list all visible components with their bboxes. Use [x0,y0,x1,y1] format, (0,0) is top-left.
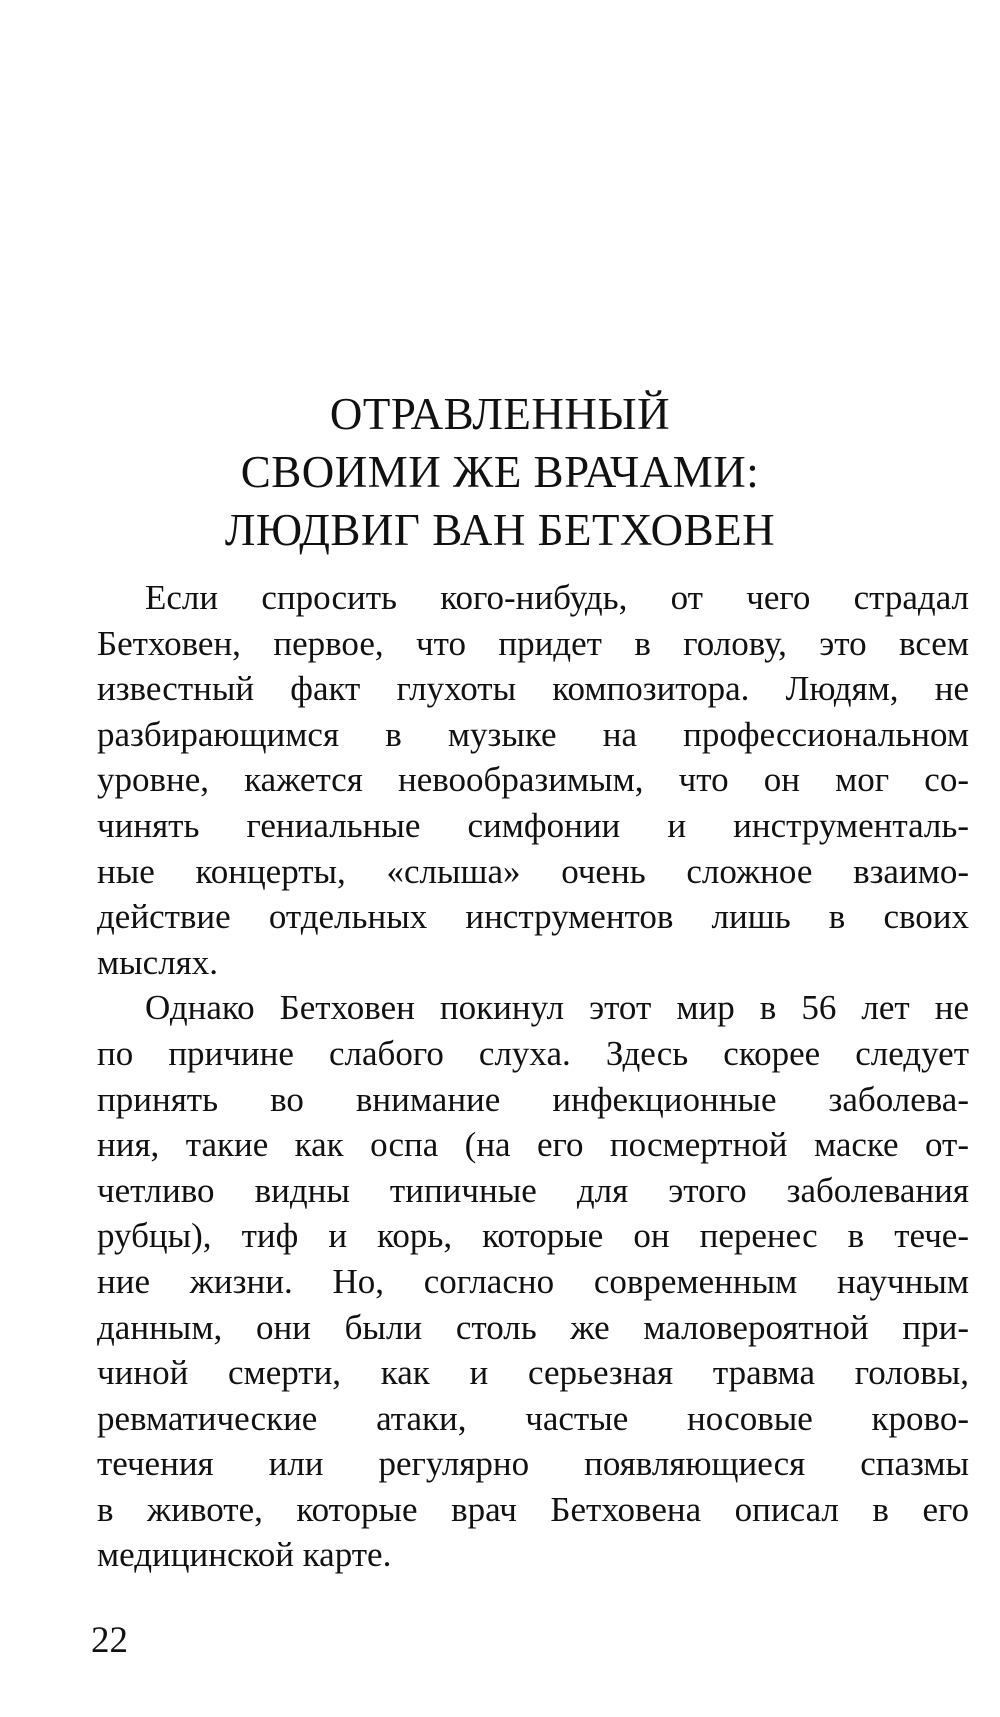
text-line: медицинской карте. [97,1535,392,1575]
text-line: уровне, кажется невообразимым, что он мог со- [97,760,969,800]
text-line: известный факт глухоты композитора. Людям, не [97,669,969,709]
chapter-title-line: ОТРАВЛЕННЫЙ [329,389,671,439]
text-line: в животе, которые врач Бетховена описал в его [97,1489,969,1529]
text-line: чиной смерти, как и серьезная травма головы, [97,1353,969,1393]
chapter-body [97,575,969,1578]
text-line: ревматические атаки, частые носовые крово- [97,1398,969,1438]
page-number: 22 [91,1620,128,1661]
chapter-title [180,385,820,559]
text-line: мыслях. [97,942,219,982]
text-line: чинять гениальные симфонии и инструменталь- [97,805,969,845]
text-line: Бетховен, первое, что придет в голову, это всем [97,623,969,663]
text-line: Если спросить кого-нибудь, от чего страдал [145,578,969,617]
text-line: рубцы), тиф и корь, которые он перенес в тече- [97,1216,969,1256]
chapter-title-line: СВОИМИ ЖЕ ВРАЧАМИ: [240,447,760,497]
paragraph-1 [97,575,969,985]
text-line: действие отдельных инструментов лишь в своих [97,897,969,937]
chapter-title-line: ЛЮДВИГ ВАН БЕТХОВЕН [224,505,776,555]
text-line: четливо видны типичные для этого заболевания [97,1170,969,1210]
text-line: ние жизни. Но, согласно современным научным [97,1261,969,1301]
text-line: принять во внимание инфекционные заболева- [97,1079,969,1119]
text-line: течения или регулярно появляющиеся спазмы [97,1444,969,1484]
paragraph-2 [97,985,969,1578]
text-line: ные концерты, «слыша» очень сложное взаимо- [97,851,969,891]
text-line: ния, такие как оспа (на его посмертной маске от- [97,1125,969,1165]
text-line: по причине слабого слуха. Здесь скорее следует [97,1033,969,1073]
text-line: данным, они были столь же маловероятной при- [97,1307,969,1347]
text-line: разбирающимся в музыке на профессиональном [97,714,969,754]
text-line: Однако Бетховен покинул этот мир в 56 лет не [145,988,969,1028]
